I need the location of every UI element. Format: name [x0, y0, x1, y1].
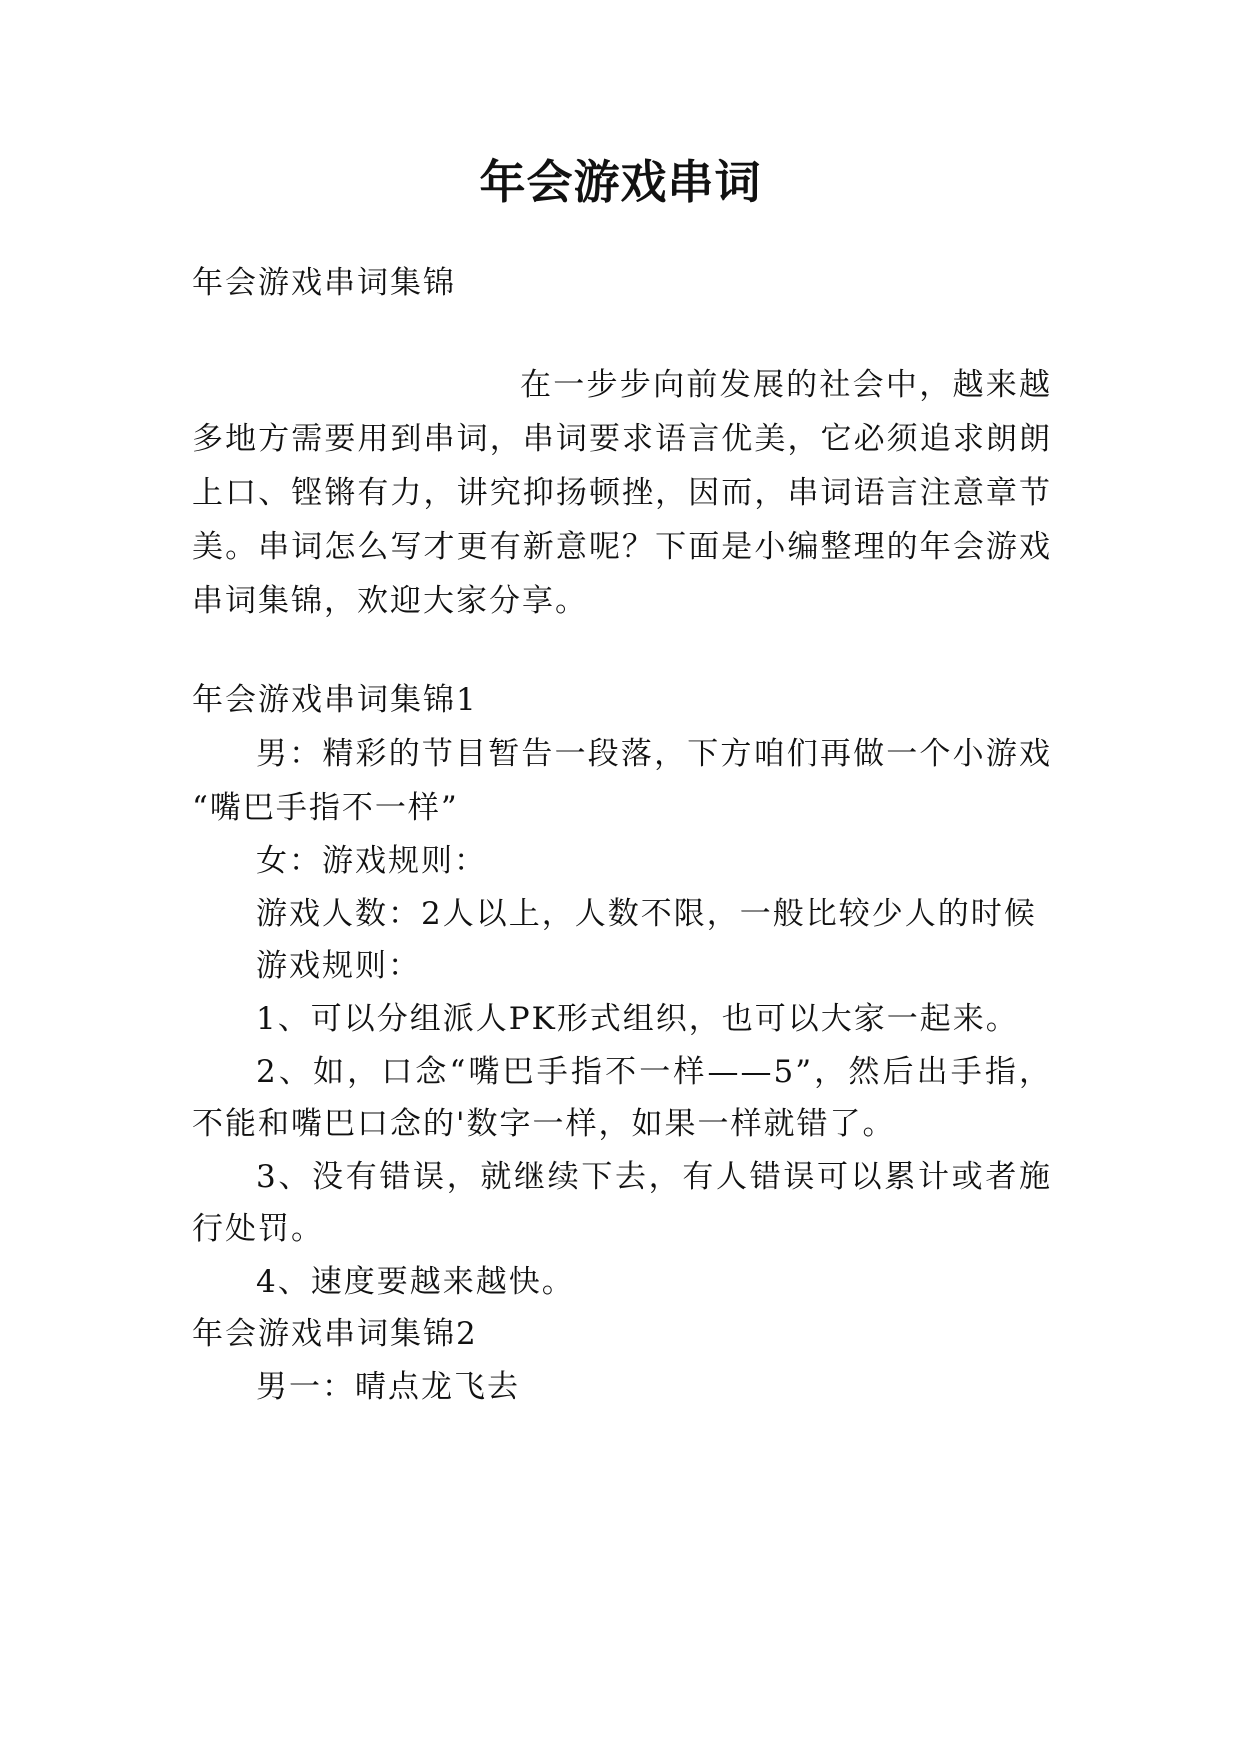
body-line: 男：精彩的节目暂告一段落，下方咱们再做一个小游戏: [256, 736, 1052, 772]
body-line: 游戏规则：: [256, 948, 421, 984]
body-line: 4、速度要越来越快。: [256, 1264, 575, 1300]
body-line: “嘴巴手指不一样”: [192, 790, 459, 826]
document-subtitle: 年会游戏串词集锦: [192, 265, 456, 301]
body-line: 游戏人数：2人以上，人数不限，一般比较少人的时候: [256, 896, 1037, 932]
intro-line: 上口、铿锵有力，讲究抑扬顿挫，因而，串词语言注意章节: [192, 475, 1052, 511]
intro-line: 串词集锦，欢迎大家分享。: [192, 583, 588, 619]
body-line: 2、如，口念“嘴巴手指不一样——5”，然后出手指，: [256, 1054, 1052, 1090]
intro-line: 美。串词怎么写才更有新意呢？下面是小编整理的年会游戏: [192, 529, 1052, 565]
body-line: 不能和嘴巴口念的'数字一样，如果一样就错了。: [192, 1106, 896, 1142]
intro-line: 多地方需要用到串词，串词要求语言优美，它必须追求朗朗: [192, 421, 1052, 457]
section-heading: 年会游戏串词集锦2: [192, 1316, 478, 1352]
body-line: 3、没有错误，就继续下去，有人错误可以累计或者施: [256, 1159, 1052, 1195]
body-line: 男一：晴点龙飞去: [256, 1369, 520, 1405]
body-line: 女：游戏规则：: [256, 843, 487, 879]
body-line: 行处罚。: [192, 1211, 324, 1247]
document-title: 年会游戏串词: [479, 155, 762, 209]
section-heading: 年会游戏串词集锦1: [192, 682, 478, 718]
body-line: 1、可以分组派人PK形式组织，也可以大家一起来。: [256, 1001, 1019, 1037]
intro-line: 在一步步向前发展的社会中，越来越: [520, 367, 1052, 403]
